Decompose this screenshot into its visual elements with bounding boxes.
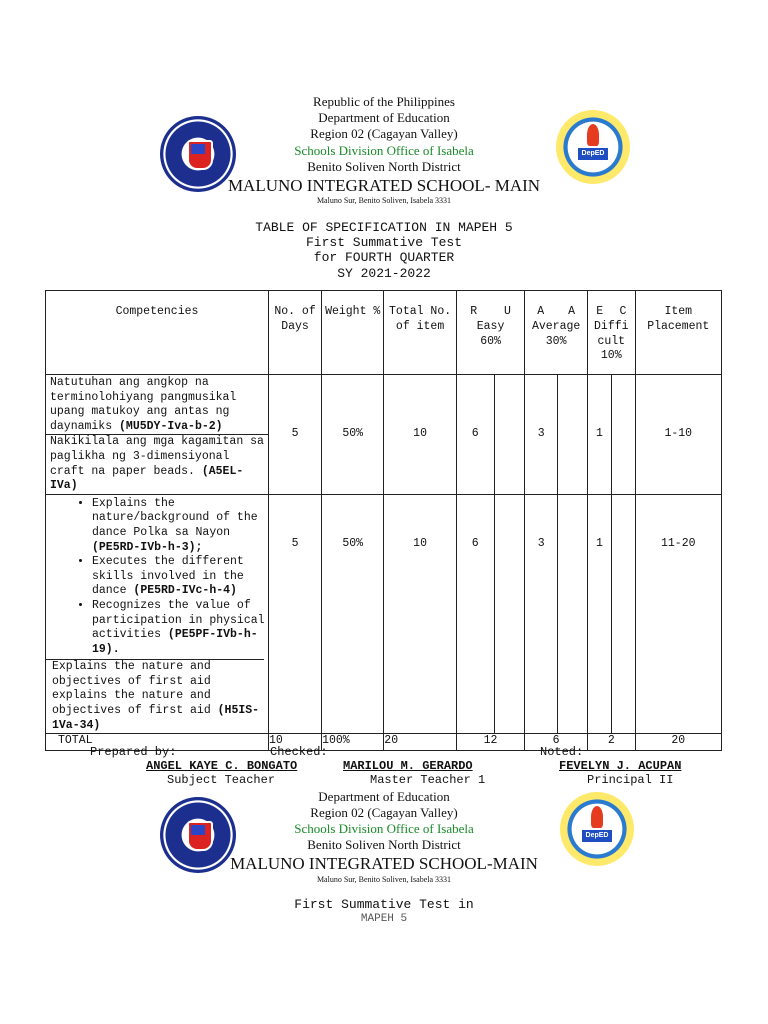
list-item: • Explains the nature/background of the dance Polka sa Nayon (PE5RD-IVb-h-3); [92,497,268,555]
header-e: E [596,305,604,319]
header2-department: Department of Education [318,789,450,804]
row2-difficult: 1 [588,494,612,734]
header-c: C [619,305,627,319]
total-weight: 100% [322,734,384,751]
competency-health-text: Explains the nature and objectives of first aid explains the nature and objectives of first aid [52,660,211,718]
noted-name: FEVELYN J. ACUPAN [559,759,682,773]
competency-arts-code: (A5EL-IVa) [50,464,244,493]
school-seal-bottom: DepED [560,792,634,866]
row2-average: 3 [525,494,558,734]
header-placement: Item Placement [647,305,710,333]
row1-weight: 50% [322,375,384,495]
competency-arts-text: Nakikilala ang mga kagamitan sa paglikha ng 3-dimensiyonal craft na paper beads. [50,435,264,478]
header-difficult: Diffi cult 10% [594,320,629,363]
doc-school-year: SY 2021-2022 [337,266,431,281]
header-days: No. of Days [274,305,316,333]
list-item: • Executes the different skills involved in the dance (PE5RD-IVc-h-4) [92,555,268,599]
prepared-name: ANGEL KAYE C. BONGATO [146,759,298,773]
checked-name: MARILOU M. GERARDO [343,759,473,773]
header-region: Region 02 (Cagayan Valley) [310,126,458,141]
header-r: R [470,305,478,319]
school-address: Maluno Sur, Benito Soliven, Isabela 3331 [316,196,452,205]
header-a2: A [568,305,576,319]
header-district: Benito Soliven North District [307,159,461,174]
doc-subtitle: First Summative Test [305,235,463,250]
row2-weight: 50% [322,494,384,734]
total-items: 20 [384,734,457,751]
row1-total: 10 [384,375,457,495]
header-u: U [503,305,511,319]
row1-placement: 1-10 [635,375,721,495]
prepared-label: Prepared by: [90,745,177,759]
header-a1: A [537,305,545,319]
total-label: TOTAL [46,734,269,751]
total-average: 6 [525,734,588,751]
noted-role: Principal II [587,773,674,787]
row1-days: 5 [269,375,322,495]
header-competencies: Competencies [115,305,199,318]
header2-district: Benito Soliven North District [307,837,461,852]
school-address-2: Maluno Sur, Benito Soliven, Isabela 3331 [316,875,452,884]
prepared-role: Subject Teacher [167,773,276,787]
checked-label: Checked: [270,745,328,759]
total-difficult: 2 [588,734,636,751]
header-department: Department of Education [318,110,450,125]
table-header-row [46,291,722,375]
header-weight: Weight % [325,305,381,318]
header-easy: Easy 60% [476,320,505,348]
school-seal-top: DepED [556,110,630,184]
total-placement: 20 [635,734,721,751]
row1-difficult: 1 [588,375,612,495]
total-days: 10 [269,734,322,751]
footer-title: First Summative Test in [294,897,474,912]
competency-health-code: (H5IS-1Va-34) [52,704,260,732]
row2-easy: 6 [456,494,494,734]
header-average: Average 30% [531,320,581,348]
header-division: Schools Division Office of Isabela [294,143,474,158]
competency-music-code: (MU5DY-Iva-b-2) [119,419,223,433]
noted-label: Noted: [540,745,584,759]
row1-average: 3 [525,375,558,495]
header2-region: Region 02 (Cagayan Valley) [310,805,458,820]
doc-quarter: for FOURTH QUARTER [313,250,455,265]
competency-music-text: Natutuhan ang angkop na terminolohiyang pangmusikal upang matukoy ang antas ng daynamiks [50,376,237,433]
footer-subject: MAPEH 5 [360,913,408,925]
specification-table [45,290,722,751]
school-name: MALUNO INTEGRATED SCHOOL- MAIN [227,176,541,195]
table-row [46,375,722,495]
header-total-items: Total No. of item [389,305,452,333]
checked-role: Master Teacher 1 [370,773,486,787]
row2-total: 10 [384,494,457,734]
row2-days: 5 [269,494,322,734]
total-easy: 12 [456,734,524,751]
pe-competency-list [46,497,268,658]
doc-title: TABLE OF SPECIFICATION IN MAPEH 5 [255,220,513,235]
list-item: • Recognizes the value of participation in physical activities (PE5PF-IVb-h-19). [92,599,268,657]
table-row [46,494,722,734]
header2-division: Schools Division Office of Isabela [294,821,474,836]
school-name-2: MALUNO INTEGRATED SCHOOL-MAIN [230,854,538,873]
row1-easy: 6 [456,375,494,495]
row2-placement: 11-20 [635,494,721,734]
header-republic: Republic of the Philippines [313,94,455,109]
